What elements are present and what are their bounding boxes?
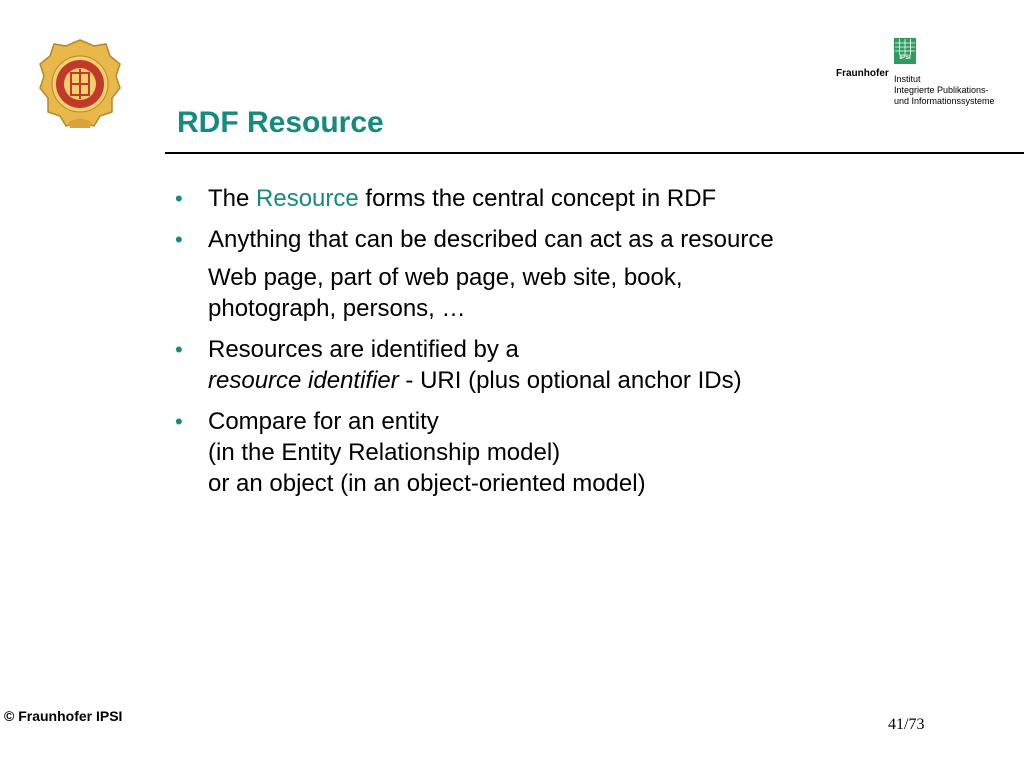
fraunhofer-logo (836, 36, 1016, 116)
bullet-text: The (208, 185, 257, 212)
sub-paragraph (175, 262, 1015, 324)
bullet-icon: • (175, 186, 183, 211)
bullet-icon: • (175, 227, 183, 252)
logo-brand-name: Fraunhofer (836, 68, 889, 79)
bullet-text: or an object (in an object-oriented model) (208, 470, 646, 497)
bullet-text: Anything that can be described can act as a resource (208, 226, 774, 253)
bullet-item (175, 224, 1015, 255)
logo-subtitle-line: Institut (894, 74, 921, 84)
bullet-line (208, 365, 1015, 396)
highlight-term: Resource (256, 185, 359, 212)
copyright-footer: © Fraunhofer IPSI (4, 708, 123, 724)
bullet-item (175, 183, 1015, 214)
logo-subtitle-line: Integrierte Publikations- (894, 85, 989, 95)
slide-content (175, 183, 1015, 499)
title-divider (165, 152, 1024, 154)
bullet-text: - URI (plus optional anchor IDs) (398, 367, 742, 394)
logo-subtitle-line: und Informationssysteme (894, 96, 995, 106)
bullet-item (175, 406, 1015, 499)
bullet-text: Compare for an entity (208, 408, 439, 435)
bullet-text: Resources are identified by a (208, 336, 519, 363)
logo-mark-label: IPSI (899, 55, 911, 61)
bullet-icon: • (175, 409, 183, 434)
sub-line: Web page, part of web page, web site, book, (208, 264, 683, 291)
sub-line: photograph, persons, … (208, 295, 466, 322)
bullet-item (175, 334, 1015, 396)
bullet-icon: • (175, 337, 183, 362)
logo-subtitle (894, 74, 995, 107)
university-seal-icon (38, 38, 122, 130)
bullet-text: (in the Entity Relationship model) (208, 439, 561, 466)
slide-title: RDF Resource (177, 106, 384, 139)
emphasized-term: resource identifier (208, 367, 399, 394)
bullet-text: forms the central concept in RDF (358, 185, 717, 212)
page-number: 41/73 (888, 716, 925, 733)
